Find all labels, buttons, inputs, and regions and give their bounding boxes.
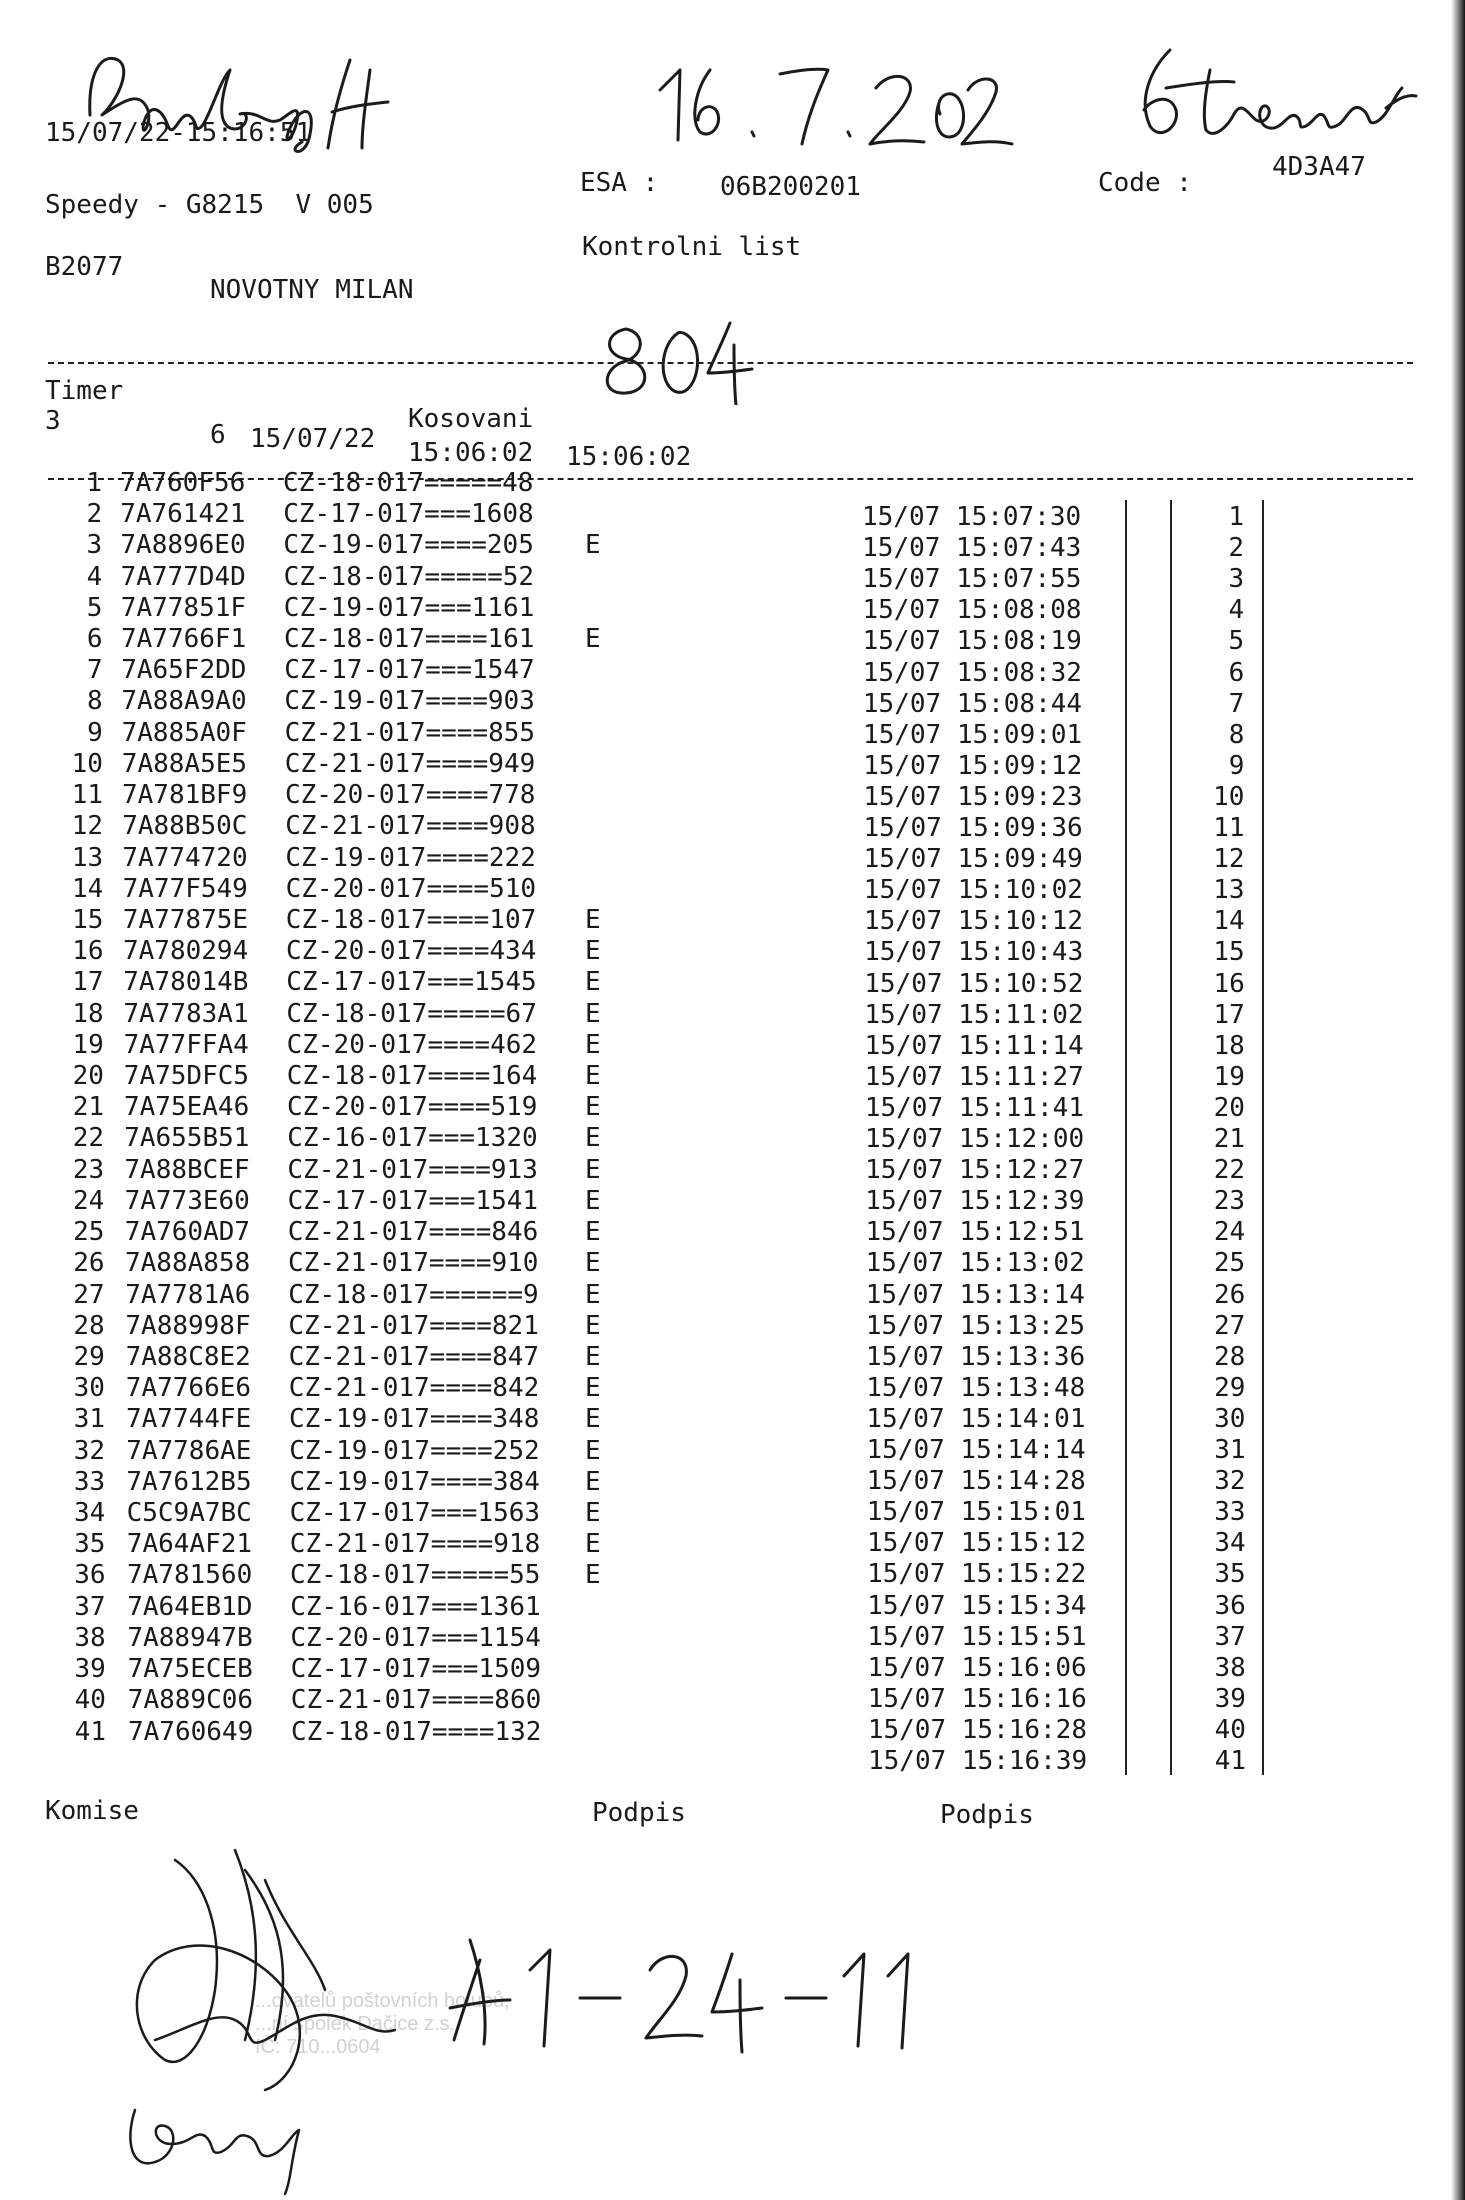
e-flag: E (585, 998, 601, 1029)
row-index: 7 (1228, 688, 1245, 719)
row-number: 10 (71, 748, 103, 779)
chip-id: 7A78014B (123, 967, 249, 998)
ring-number: CZ-21-017====821 (288, 1310, 539, 1341)
row-index: 18 (1213, 1030, 1245, 1061)
row-index: 35 (1214, 1559, 1246, 1590)
ring-number: CZ-18-017====132 (291, 1716, 542, 1747)
chip-id: 7A88947B (127, 1622, 253, 1653)
row-number: 23 (72, 1154, 105, 1185)
row-number: 33 (73, 1466, 106, 1497)
row-number: 1 (86, 468, 102, 498)
breeder-id: B2077 (45, 252, 124, 282)
row-index: 13 (1213, 875, 1245, 906)
chip-id: 7A781560 (127, 1560, 253, 1591)
e-flag: E (585, 1061, 601, 1092)
e-flag: E (585, 1154, 601, 1185)
row-index: 36 (1214, 1590, 1246, 1621)
chip-id: 7A777D4D (120, 561, 246, 592)
row-index: 33 (1214, 1497, 1246, 1528)
speedy-line: Speedy - G8215 V 005 (45, 190, 374, 220)
e-flag: E (585, 1310, 601, 1341)
e-flag: E (585, 1248, 601, 1279)
print-timestamp: 15/07/22-15:16:51 (45, 118, 312, 148)
ring-number: CZ-17-017===1608 (283, 499, 534, 530)
row-number: 27 (73, 1279, 105, 1310)
row-index: 29 (1214, 1372, 1246, 1403)
chip-id: 7A7786AE (126, 1435, 252, 1466)
arrival-time: 15/07 15:13:14 (865, 1279, 1085, 1310)
chip-id: 7A88A858 (125, 1248, 251, 1279)
table-row (0, 1704, 1465, 1776)
arrival-time: 15/07 15:12:27 (865, 1155, 1085, 1186)
arrival-time: 15/07 15:16:28 (867, 1714, 1087, 1745)
timer-end: 15:06:02 (566, 442, 692, 472)
row-number: 8 (87, 686, 103, 717)
chip-id: 7A885A0F (121, 717, 247, 748)
arrival-time: 15/07 15:12:51 (865, 1217, 1085, 1248)
ring-number: CZ-20-017====434 (286, 936, 537, 967)
breeder-name: NOVOTNY MILAN (210, 275, 414, 305)
chip-id: 7A77875E (122, 904, 249, 935)
row-index: 32 (1214, 1466, 1246, 1497)
timer-label: Timer (45, 376, 124, 406)
signature-label-1: Podpis (592, 1798, 686, 1828)
row-index: 27 (1213, 1310, 1246, 1341)
timer-count: 6 (210, 420, 226, 450)
timer-start: 15:06:02 (408, 438, 534, 468)
ring-number: CZ-16-017===1320 (287, 1123, 538, 1154)
row-index: 22 (1213, 1155, 1246, 1186)
row-number: 39 (74, 1654, 106, 1685)
chip-id: 7A88998F (125, 1310, 251, 1341)
chip-id: 7A7766E6 (125, 1373, 252, 1404)
e-flag: E (585, 1341, 601, 1372)
arrival-time: 15/07 15:08:08 (862, 595, 1082, 626)
chip-id: 7A760649 (128, 1716, 254, 1747)
e-flag: E (585, 1029, 601, 1060)
row-index: 31 (1214, 1435, 1246, 1465)
row-index: 4 (1228, 595, 1245, 626)
chip-id: 7A75DFC5 (123, 1061, 250, 1092)
ring-number: CZ-21-017====842 (288, 1373, 540, 1404)
chip-id: 7A7781A6 (125, 1279, 251, 1310)
row-number: 13 (71, 842, 104, 873)
ring-number: CZ-21-017====847 (288, 1341, 540, 1372)
chip-id: 7A760F56 (120, 468, 246, 498)
row-index: 2 (1228, 533, 1245, 564)
stamp-line-1: ...ovatelů poštovních holubů, (255, 1990, 510, 2012)
chip-id: 7A88A9A0 (121, 686, 247, 717)
row-index: 19 (1213, 1061, 1245, 1092)
ring-number: CZ-19-017====903 (284, 686, 535, 717)
ring-number: CZ-20-017====519 (287, 1092, 538, 1123)
row-number: 18 (72, 998, 104, 1029)
row-number: 5 (86, 592, 103, 623)
chip-id: C5C9A7BC (126, 1498, 252, 1528)
row-index: 21 (1213, 1124, 1245, 1154)
chip-id: 7A889C06 (127, 1685, 254, 1716)
row-number: 32 (73, 1435, 106, 1466)
chip-id: 7A77FFA4 (123, 1029, 249, 1060)
row-index: 17 (1213, 999, 1245, 1030)
arrival-time: 15/07 15:09:01 (863, 719, 1083, 750)
chip-id: 7A7744FE (126, 1404, 252, 1435)
arrival-time: 15/07 15:09:12 (863, 750, 1083, 781)
arrival-time: 15/07 15:13:48 (866, 1372, 1086, 1403)
code-label: Code : (1098, 168, 1192, 198)
row-index: 37 (1214, 1621, 1246, 1652)
e-flag: E (585, 1560, 601, 1591)
row-index: 25 (1213, 1248, 1246, 1279)
row-number: 17 (72, 967, 104, 998)
row-index: 10 (1213, 781, 1245, 812)
chip-id: 7A7612B5 (126, 1466, 252, 1497)
chip-id: 7A781BF9 (122, 780, 248, 811)
chip-id: 7A64AF21 (126, 1529, 253, 1560)
signature-label-2: Podpis (940, 1800, 1034, 1830)
ring-number: CZ-21-017====918 (289, 1529, 541, 1560)
row-number: 2 (86, 499, 103, 530)
arrival-time: 15/07 15:13:25 (865, 1310, 1086, 1341)
ring-number: CZ-17-017===1541 (287, 1185, 539, 1216)
ring-number: CZ-21-017====908 (285, 811, 536, 842)
arrival-time: 15/07 15:10:12 (863, 906, 1084, 937)
arrival-time: 15/07 15:08:44 (862, 688, 1083, 719)
ring-number: CZ-18-017====161 (284, 624, 535, 655)
ring-number: CZ-19-017====222 (285, 842, 536, 873)
arrival-time: 15/07 15:09:36 (863, 813, 1083, 843)
e-flag: E (585, 1092, 601, 1123)
chip-id: 7A7766F1 (121, 624, 247, 655)
chip-id: 7A8896E0 (120, 530, 246, 561)
arrival-time: 15/07 15:14:28 (866, 1466, 1086, 1497)
ring-number: CZ-18-017=====52 (283, 561, 535, 592)
ring-number: CZ-19-017====348 (289, 1404, 540, 1435)
row-index: 9 (1228, 750, 1245, 781)
chip-id: 7A655B51 (124, 1123, 250, 1154)
row-index: 20 (1213, 1092, 1245, 1123)
esa-value: 06B200201 (720, 172, 861, 202)
arrival-time: 15/07 15:16:16 (867, 1683, 1087, 1714)
arrival-time: 15/07 15:16:06 (867, 1652, 1087, 1683)
arrival-time: 15/07 15:15:12 (866, 1528, 1087, 1559)
row-number: 28 (73, 1310, 105, 1341)
chip-id: 7A780294 (123, 936, 249, 967)
row-index: 12 (1213, 844, 1245, 875)
arrival-time: 15/07 15:11:41 (864, 1092, 1084, 1123)
arrival-time: 15/07 15:07:43 (862, 533, 1082, 564)
e-flag: E (585, 530, 601, 561)
chip-id: 7A7783A1 (123, 998, 249, 1029)
chip-id: 7A75ECEB (127, 1654, 253, 1685)
chip-id: 7A88B50C (122, 811, 248, 842)
row-index: 41 (1214, 1746, 1246, 1776)
e-flag: E (585, 967, 601, 998)
chip-id: 7A77F549 (122, 873, 248, 904)
form-title: Kontrolni list (582, 232, 802, 262)
arrival-time: 15/07 15:12:39 (865, 1186, 1085, 1217)
arrival-time: 15/07 15:15:22 (867, 1559, 1087, 1590)
arrival-time: 15/07 15:11:14 (864, 1030, 1084, 1061)
row-index: 15 (1213, 937, 1245, 968)
row-number: 36 (74, 1560, 106, 1591)
row-number: 15 (72, 904, 104, 935)
e-flag: E (585, 1373, 601, 1404)
chip-id: 7A77851F (120, 592, 247, 623)
row-number: 29 (73, 1341, 105, 1372)
e-flag: E (585, 936, 601, 967)
arrival-time: 15/07 15:12:00 (865, 1124, 1085, 1154)
chip-id: 7A88BCEF (124, 1154, 250, 1185)
chip-id: 7A75EA46 (124, 1092, 250, 1123)
ring-number: CZ-18-017=====48 (283, 468, 534, 498)
e-flag: E (585, 1466, 601, 1497)
row-number: 14 (71, 873, 104, 904)
chip-id: 7A65F2DD (121, 655, 247, 686)
row-number: 25 (73, 1217, 105, 1248)
chip-id: 7A88C8E2 (125, 1341, 251, 1372)
arrival-time: 15/07 15:10:43 (864, 937, 1084, 968)
ring-number: CZ-21-017====913 (287, 1154, 538, 1185)
ring-number: CZ-17-017===1545 (286, 967, 537, 998)
row-index: 16 (1213, 968, 1245, 999)
row-number: 7 (86, 655, 103, 686)
chip-id: 7A64EB1D (127, 1591, 253, 1622)
row-number: 41 (74, 1716, 106, 1747)
timer-number: 3 (45, 406, 61, 436)
row-number: 21 (72, 1092, 104, 1123)
row-number: 37 (74, 1591, 106, 1622)
e-flag: E (585, 904, 601, 935)
ring-number: CZ-19-017===1161 (283, 592, 535, 623)
arrival-time: 15/07 15:10:02 (863, 875, 1083, 906)
row-number: 22 (72, 1123, 105, 1154)
ring-number: CZ-19-017====384 (289, 1466, 540, 1497)
row-index: 11 (1213, 813, 1245, 843)
scan-edge-shadow (1451, 0, 1465, 2200)
row-number: 19 (72, 1029, 104, 1060)
row-index: 28 (1214, 1341, 1246, 1372)
row-index: 23 (1213, 1186, 1246, 1217)
e-flag: E (585, 1279, 601, 1310)
arrival-time: 15/07 15:08:19 (862, 626, 1082, 657)
e-flag: E (585, 1123, 601, 1154)
arrival-time: 15/07 15:11:27 (864, 1061, 1084, 1092)
arrival-time: 15/07 15:15:51 (867, 1621, 1087, 1652)
ring-number: CZ-19-017====205 (283, 530, 534, 561)
arrival-time: 15/07 15:11:02 (864, 999, 1084, 1030)
ring-number: CZ-20-017====778 (285, 780, 536, 811)
row-number: 4 (86, 561, 103, 592)
stamp-line-2: ...ní spolek Dačice z.s. (255, 2013, 456, 2035)
ring-number: CZ-21-017====846 (287, 1217, 539, 1248)
row-index: 26 (1213, 1279, 1246, 1310)
timer-date: 15/07/22 (250, 424, 376, 454)
ring-number: CZ-20-017====510 (285, 873, 537, 904)
arrival-time: 15/07 15:16:39 (868, 1746, 1088, 1776)
arrival-time: 15/07 15:07:55 (862, 564, 1082, 595)
row-index: 24 (1213, 1217, 1246, 1248)
row-index: 6 (1228, 657, 1245, 688)
ring-number: CZ-21-017====860 (290, 1685, 542, 1716)
row-index: 5 (1228, 626, 1245, 657)
chip-id: 7A88A5E5 (121, 748, 248, 779)
timer-place: Kosovani (408, 404, 534, 434)
chip-id: 7A761421 (120, 499, 246, 530)
row-number: 26 (73, 1248, 105, 1279)
ring-number: CZ-20-017====462 (286, 1029, 538, 1060)
chip-id: 7A774720 (122, 842, 248, 873)
row-number: 11 (71, 780, 103, 811)
ring-number: CZ-18-017=====67 (286, 998, 537, 1029)
arrival-time: 15/07 15:09:23 (863, 781, 1083, 812)
row-number: 6 (86, 624, 103, 655)
row-index: 39 (1214, 1683, 1246, 1714)
row-number: 30 (73, 1373, 105, 1404)
row-number: 40 (74, 1685, 106, 1716)
ring-number: CZ-18-017====164 (286, 1061, 538, 1092)
ring-number: CZ-17-017===1547 (284, 655, 535, 686)
ring-number: CZ-17-017===1509 (290, 1654, 542, 1685)
ring-number: CZ-19-017====252 (289, 1435, 540, 1466)
row-index: 14 (1213, 906, 1245, 937)
arrival-time: 15/07 15:14:14 (866, 1435, 1086, 1465)
row-index: 3 (1228, 564, 1245, 595)
ring-number: CZ-18-017=====55 (290, 1560, 541, 1591)
e-flag: E (585, 1404, 601, 1435)
row-index: 40 (1214, 1714, 1246, 1745)
arrival-time: 15/07 15:08:32 (862, 657, 1082, 688)
ring-number: CZ-17-017===1563 (289, 1498, 541, 1528)
esa-label: ESA : (580, 168, 659, 198)
ring-number: CZ-18-017====107 (285, 904, 537, 935)
code-value: 4D3A47 (1272, 152, 1366, 182)
e-flag: E (585, 1529, 601, 1560)
arrival-time: 15/07 15:15:01 (866, 1497, 1086, 1528)
arrival-time: 15/07 15:09:49 (863, 844, 1083, 875)
e-flag: E (585, 624, 601, 655)
arrival-time: 15/07 15:13:02 (865, 1248, 1085, 1279)
row-index: 1 (1228, 502, 1244, 532)
chip-id: 7A773E60 (124, 1185, 250, 1216)
commission-label: Komise (45, 1796, 139, 1826)
row-number: 16 (72, 936, 104, 967)
e-flag: E (585, 1185, 601, 1216)
row-number: 35 (74, 1529, 106, 1560)
row-index: 34 (1214, 1528, 1246, 1559)
arrival-time: 15/07 15:13:36 (866, 1341, 1086, 1372)
ring-number: CZ-16-017===1361 (290, 1591, 541, 1622)
row-number: 31 (73, 1404, 105, 1435)
row-number: 38 (74, 1622, 106, 1653)
ring-number: CZ-21-017====855 (284, 717, 536, 748)
stamp-line-3: IČ: 710...0604 (255, 2036, 381, 2058)
e-flag: E (585, 1498, 601, 1528)
e-flag: E (585, 1217, 601, 1248)
row-number: 34 (73, 1498, 106, 1528)
arrival-time: 15/07 15:14:01 (866, 1403, 1086, 1434)
e-flag: E (585, 1435, 601, 1466)
row-index: 38 (1214, 1652, 1246, 1683)
arrival-time: 15/07 15:10:52 (864, 968, 1084, 999)
row-index: 8 (1228, 719, 1245, 750)
arrival-time: 15/07 15:07:30 (862, 502, 1082, 532)
arrival-time: 15/07 15:15:34 (867, 1590, 1087, 1621)
row-number: 24 (72, 1185, 105, 1216)
chip-id: 7A760AD7 (124, 1217, 251, 1248)
ring-number: CZ-20-017===1154 (290, 1622, 541, 1653)
ring-number: CZ-18-017======9 (288, 1279, 539, 1310)
ring-number: CZ-21-017====949 (284, 748, 536, 779)
row-number: 12 (71, 811, 104, 842)
row-index: 30 (1214, 1403, 1246, 1434)
row-number: 9 (87, 717, 103, 748)
ring-number: CZ-21-017====910 (288, 1248, 539, 1279)
row-number: 3 (86, 530, 103, 561)
row-number: 20 (72, 1061, 104, 1092)
